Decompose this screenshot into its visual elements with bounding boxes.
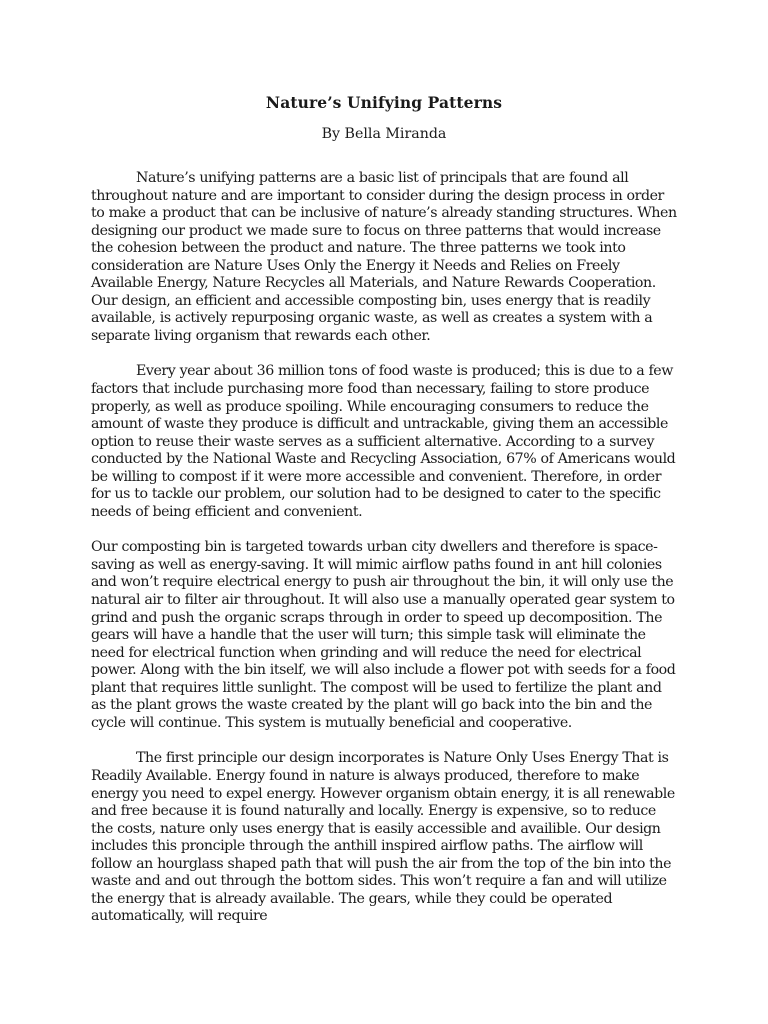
author-byline: By Bella Miranda bbox=[321, 126, 447, 142]
paragraph-food-waste: Every year about 36 million tons of food waste is produced; this is due to a few factors that include purchasing more food than necessary, failing to store produce properly, as well as produce spoiling. While encouraging consumers to reduce the amount of waste they produce is difficult and untrackable, giving them an accessible option to reuse their waste serves as a sufficient alternative. According to a survey conducted by the National Waste and Recycling Association, 67% of Americans would be willing to compost if it were more accessible and convenient. Therefore, in order for us to tackle our problem, our solution had to be designed to cater to the specific needs of being efficient and convenient. bbox=[91, 363, 676, 520]
paragraph-composting-bin: Our composting bin is targeted towards urban city dwellers and therefore is space-saving as well as energy-saving. It will mimic airflow paths found in ant hill colonies and won’t require electrical energy to push air throughout the bin, it will only use the natural air to filter air throughout. It will also use a manually operated gear system to grind and push the organic scraps through in order to speed up decomposition. The gears will have a handle that the user will turn; this simple task will eliminate the need for electrical function when grinding and will reduce the need for electrical power. Along with the bin itself, we will also include a flower pot with seeds for a food plant that requires little sunlight. The compost will be used to fertilize the plant and as the plant grows the waste created by the plant will go back into the bin and the cycle will continue. This system is mutually beneficial and cooperative. bbox=[91, 539, 676, 731]
paragraph-first-principle: The first principle our design incorporates is Nature Only Uses Energy That is Readily Available. Energy found in nature is always produced, therefore to make energy you need to expel energy. However organism obtain energy, it is all renewable and free because it is found naturally and locally. Energy is expensive, so to reduce the costs, nature only uses energy that is easily accessible and availible. Our design includes this pronciple through the anthill inspired airflow paths. The airflow will follow an hourglass shaped path that will push the air from the top of the bin into the waste and and out through the bottom sides. This won’t require a fan and will utilize the energy that is already available. The gears, while they could be operated automatically, will require bbox=[91, 750, 675, 925]
document-title: Nature’s Unifying Patterns bbox=[265, 93, 503, 112]
document-page bbox=[91, 92, 677, 926]
paragraph-intro: Nature’s unifying patterns are a basic list of principals that are found all throughout nature and are important to consider during the design process in order to make a product that can be inclusive of nature’s already standing structures. When designing our product we made sure to focus on three patterns that would increase the cohesion between the product and nature. The three patterns we took into consideration are Nature Uses Only the Energy it Needs and Relies on Freely Available Energy, Nature Recycles all Materials, and Nature Rewards Cooperation. Our design, an efficient and accessible composting bin, uses energy that is readily available, is actively repurposing organic waste, as well as creates a system with a separate living organism that rewards each other. bbox=[91, 170, 677, 344]
